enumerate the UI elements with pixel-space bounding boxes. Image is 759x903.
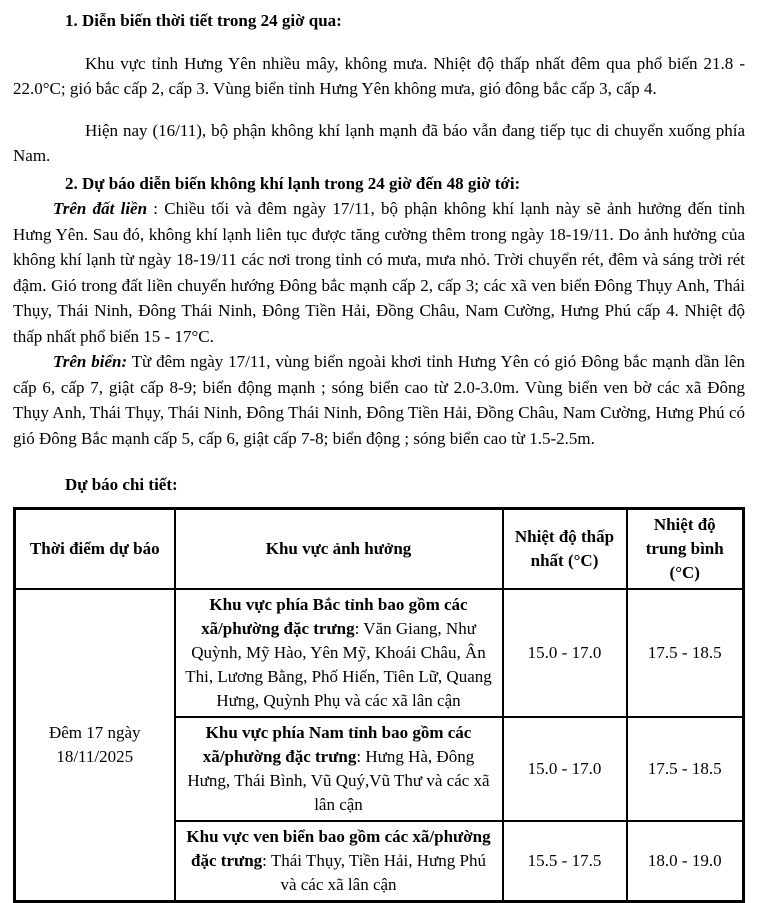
paragraph-on-land: [13, 196, 745, 349]
section-1-heading: 1. Diễn biến thời tiết trong 24 giờ qua:: [65, 11, 342, 30]
table-header-temp-avg: Nhiệt độ trung bình (°C): [627, 508, 744, 589]
paragraph-weather-summary: Khu vực tỉnh Hưng Yên nhiều mây, không mưa. Nhiệt độ thấp nhất đêm qua phổ biến 21.8 - 22.0°C; gió bắc cấp 2, cấp 3. Vùng biển tỉnh Hưng Yên không mưa, gió đông bắc cấp 3, cấp 4.: [13, 53, 745, 98]
temp-avg-coastal: 18.0 - 19.0: [627, 821, 744, 902]
area-cell-south: [175, 717, 503, 821]
area-coastal-bold: Khu vực ven biển bao gồm các xã/phường đặc trưng: [186, 826, 491, 870]
on-land-lead: Trên đất liền: [53, 199, 148, 218]
area-south-bold: Khu vực phía Nam tỉnh bao gồm các xã/phường đặc trưng: [202, 722, 472, 766]
forecast-table: [13, 507, 745, 903]
table-header-time: Thời điểm dự báo: [15, 508, 175, 589]
area-north-bold: Khu vực phía Bắc tỉnh bao gồm các xã/phường đặc trưng: [201, 594, 468, 638]
on-land-text: : Chiều tối và đêm ngày 17/11, bộ phận không khí lạnh này sẽ ảnh hưởng đến tỉnh Hưng Yên. Sau đó, không khí lạnh liên tục được tăng cường thêm trong ngày 18-19/11. Do ảnh hưởng của không khí lạnh từ ngày 18-19/11 các nơi trong tỉnh có mưa, mưa nhỏ. Trời chuyển rét, đêm và sáng trời rét đậm. Gió trong đất liền chuyển hướng Đông bắc mạnh cấp 2, cấp 3; các xã ven biển Đông Thụy Anh, Thái Thụy, Thái Ninh, Đông Thái Ninh, Đông Tiền Hải, Đồng Châu, Nam Cường, Hưng Phú cấp 4. Nhiệt độ thấp nhất phổ biến 15 - 17°C.: [13, 199, 745, 346]
temp-avg-north: 17.5 - 18.5: [627, 589, 744, 717]
table-header-temp-min: Nhiệt độ thấp nhất (°C): [503, 508, 627, 589]
on-sea-text: Từ đêm ngày 17/11, vùng biển ngoài khơi tỉnh Hưng Yên có gió Đông bắc mạnh dần lên cấp 6, cấp 7, giật cấp 8-9; biển động mạnh ; sóng biển cao từ 2.0-3.0m. Vùng biển ven bờ các xã Đông Thụy Anh, Thái Thụy, Thái Ninh, Đông Thái Ninh, Đông Tiền Hải, Đồng Châu, Nam Cường, Hưng Phú có gió Đông Bắc mạnh cấp 5, cấp 6, giật cấp 7-8; biển động ; sóng biển cao từ 1.5-2.5m.: [13, 352, 745, 448]
paragraph-current-status: Hiện nay (16/11), bộ phận không khí lạnh mạnh đã báo vẫn đang tiếp tục di chuyển xuống phía Nam.: [13, 120, 745, 165]
area-cell-coastal: [175, 821, 503, 902]
temp-min-north: 15.0 - 17.0: [503, 589, 627, 717]
on-sea-lead: Trên biển:: [53, 352, 128, 371]
forecast-detail-heading: Dự báo chi tiết:: [65, 475, 178, 494]
temp-min-coastal: 15.5 - 17.5: [503, 821, 627, 902]
table-row-north: [15, 589, 744, 717]
time-cell: Đêm 17 ngày 18/11/2025: [15, 589, 175, 902]
area-north-rest: : Văn Giang, Như Quỳnh, Mỹ Hào, Yên Mỹ, Khoái Châu, Ân Thi, Lương Bằng, Phố Hiến, Tiên Lữ, Quang Hưng, Quỳnh Phụ và các xã lân cận: [185, 618, 492, 710]
area-cell-north: [175, 589, 503, 717]
section-2-heading: 2. Dự báo diễn biến không khí lạnh trong 24 giờ đến 48 giờ tới:: [65, 173, 521, 193]
temp-min-south: 15.0 - 17.0: [503, 717, 627, 821]
area-south-rest: : Hưng Hà, Đông Hưng, Thái Bình, Vũ Quý,Vũ Thư và các xã lân cận: [187, 746, 490, 814]
table-header-row: [15, 508, 744, 589]
area-coastal-rest: : Thái Thụy, Tiền Hải, Hưng Phú và các xã lân cận: [262, 850, 486, 894]
temp-avg-south: 17.5 - 18.5: [627, 717, 744, 821]
paragraph-on-sea: [13, 349, 745, 451]
table-header-area: Khu vực ảnh hưởng: [175, 508, 503, 589]
